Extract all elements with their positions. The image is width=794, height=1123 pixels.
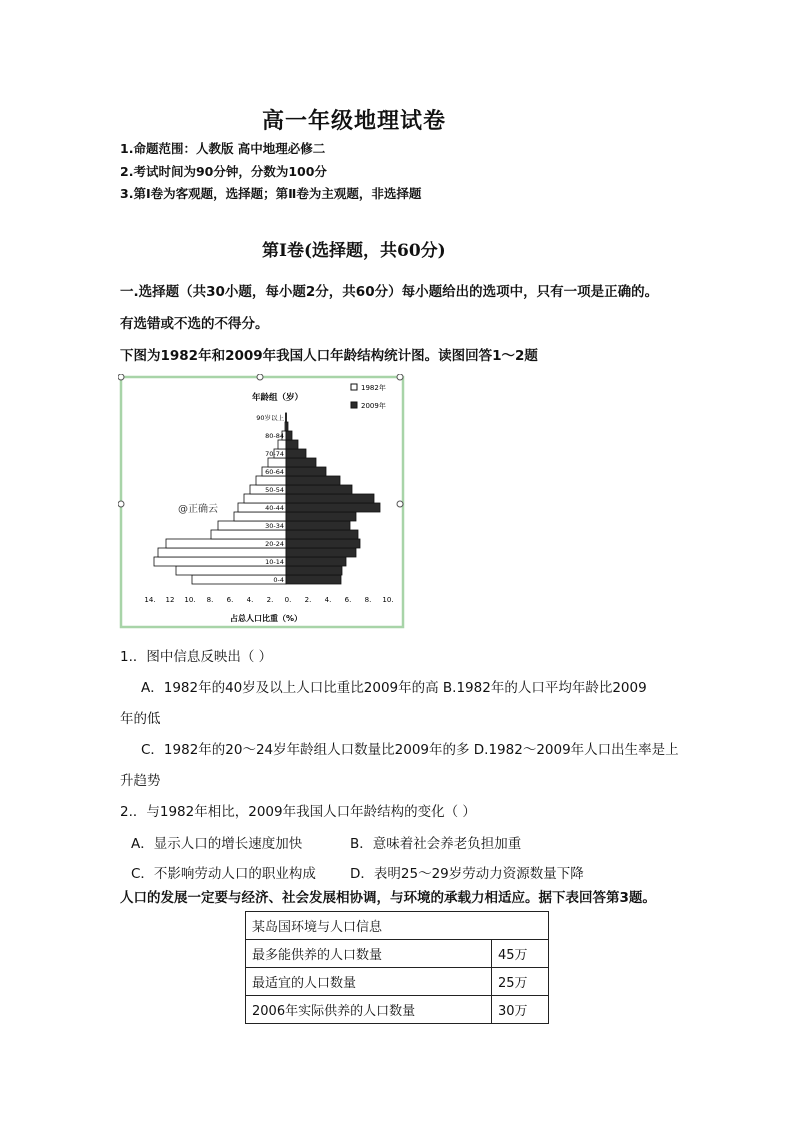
note-2: 2.考试时间为90分钟，分数为100分 xyxy=(120,164,327,179)
age-label-0-4: 0-4 xyxy=(273,576,284,584)
selection-handle xyxy=(118,374,124,380)
bar-2009-70-74 xyxy=(286,449,306,458)
x-tick-left: 4. xyxy=(246,596,254,604)
table-cell-label: 最多能供养的人口数量 xyxy=(246,940,492,968)
x-tick-right: 2. xyxy=(304,596,312,604)
age-label-10-14: 10-14 xyxy=(265,558,284,566)
watermark: @正确云 xyxy=(178,504,218,515)
instructions-line-2: 有选错或不选的不得分。 xyxy=(120,316,269,332)
figure-intro: 下图为1982年和2009年我国人口年龄结构统计图。读图回答1～2题 xyxy=(120,348,538,364)
question-1-line-4: 升趋势 xyxy=(120,773,161,789)
x-tick-left: 12 xyxy=(165,596,175,604)
bar-1982-65-69 xyxy=(268,458,286,467)
bar-2009-20-24 xyxy=(286,539,360,548)
note-1: 1.命题范围：人教版 高中地理必修二 xyxy=(120,141,326,156)
legend-label-2009: 2009年 xyxy=(361,402,386,410)
x-tick-left: 10. xyxy=(184,596,196,604)
question-2-option-a[interactable]: A．显示人口的增长速度加快 xyxy=(131,836,303,852)
table-row xyxy=(246,996,549,1024)
table-row xyxy=(246,940,549,968)
bar-2009-15-19 xyxy=(286,548,356,557)
x-tick-right: 10. xyxy=(382,596,394,604)
x-tick-right: 4. xyxy=(324,596,332,604)
table-intro: 人口的发展一定要与经济、社会发展相协调，与环境的承载力相适应。据下表回答第3题。 xyxy=(120,890,656,906)
x-axis-label: 占总人口比重（%） xyxy=(230,614,303,623)
age-label-30-34: 30-34 xyxy=(265,522,284,530)
section-title: 第Ⅰ卷(选择题，共60分) xyxy=(262,241,446,261)
question-1-line-1: A．1982年的40岁及以上人口比重比2009年的高 B.1982年的人口平均年龄比2009 xyxy=(141,680,647,696)
bar-2009-65-69 xyxy=(286,458,316,467)
bar-2009-75-79 xyxy=(286,440,298,449)
table-cell-value: 25万 xyxy=(492,968,549,996)
x-tick-left: 6. xyxy=(226,596,234,604)
table-cell-label: 最适宜的人口数量 xyxy=(246,968,492,996)
question-2-option-b[interactable]: B．意味着社会养老负担加重 xyxy=(350,836,522,852)
bar-2009-90岁以上 xyxy=(286,413,287,422)
bar-1982-55-59 xyxy=(256,476,286,485)
bar-2009-5-9 xyxy=(286,566,342,575)
age-label-80-84: 80-84 xyxy=(265,432,284,440)
age-label-40-44: 40-44 xyxy=(265,504,284,512)
question-1-stem: 1.．图中信息反映出（ ） xyxy=(120,649,273,665)
age-label-70-74: 70-74 xyxy=(265,450,284,458)
legend-swatch-1982 xyxy=(351,384,357,390)
bar-2009-40-44 xyxy=(286,503,380,512)
x-tick-right: 8. xyxy=(364,596,372,604)
age-label-50-54: 50-54 xyxy=(265,486,284,494)
bar-2009-45-49 xyxy=(286,494,374,503)
selection-handle xyxy=(118,501,124,507)
table-header-row xyxy=(246,912,549,940)
bar-2009-80-84 xyxy=(286,431,292,440)
x-tick-right: 6. xyxy=(344,596,352,604)
selection-handle xyxy=(397,374,403,380)
x-tick-right: 0. xyxy=(284,596,292,604)
chart-title: 年龄组（岁） xyxy=(252,393,304,403)
question-2-stem: 2.．与1982年相比，2009年我国人口年龄结构的变化（ ） xyxy=(120,804,476,820)
table-cell-label: 2006年实际供养的人口数量 xyxy=(246,996,492,1024)
bar-2009-85-89 xyxy=(286,422,288,431)
bar-2009-10-14 xyxy=(286,557,346,566)
bar-2009-55-59 xyxy=(286,476,340,485)
bar-2009-0-4 xyxy=(286,575,341,584)
bar-1982-25-29 xyxy=(211,530,286,539)
x-tick-left: 2. xyxy=(266,596,274,604)
bar-1982-5-9 xyxy=(176,566,286,575)
question-1-line-2: 年的低 xyxy=(120,711,161,727)
question-2-option-c[interactable]: C．不影响劳动人口的职业构成 xyxy=(131,866,316,882)
bar-1982-75-79 xyxy=(278,440,286,449)
selection-handle xyxy=(257,374,263,380)
bar-2009-50-54 xyxy=(286,485,352,494)
bar-1982-0-4 xyxy=(192,575,286,584)
bar-2009-60-64 xyxy=(286,467,326,476)
x-tick-left: 14. xyxy=(144,596,156,604)
bar-1982-15-19 xyxy=(158,548,286,557)
bar-1982-35-39 xyxy=(234,512,286,521)
legend-swatch-2009 xyxy=(351,402,357,408)
bar-2009-30-34 xyxy=(286,521,350,530)
age-label-90岁以上: 90岁以上 xyxy=(256,414,284,422)
table-cell-value: 45万 xyxy=(492,940,549,968)
note-3: 3.第Ⅰ卷为客观题，选择题；第Ⅱ卷为主观题，非选择题 xyxy=(120,186,422,201)
age-label-60-64: 60-64 xyxy=(265,468,284,476)
question-1-line-3: C．1982年的20～24岁年龄组人口数量比2009年的多 D.1982～2009年人口出生率是上 xyxy=(141,742,679,758)
environment-population-table xyxy=(245,911,549,1024)
bar-2009-25-29 xyxy=(286,530,358,539)
table-cell-value: 30万 xyxy=(492,996,549,1024)
selection-handle xyxy=(397,501,403,507)
page-title: 高一年级地理试卷 xyxy=(262,108,447,134)
legend-label-1982: 1982年 xyxy=(361,384,386,392)
bar-1982-45-49 xyxy=(244,494,286,503)
table-row xyxy=(246,968,549,996)
age-label-20-24: 20-24 xyxy=(265,540,284,548)
x-tick-left: 8. xyxy=(206,596,214,604)
question-2-option-d[interactable]: D．表明25～29岁劳动力资源数量下降 xyxy=(350,866,584,882)
instructions-line-1: 一.选择题（共30小题，每小题2分，共60分）每小题给出的选项中，只有一项是正确的。 xyxy=(120,284,659,300)
population-pyramid-chart[interactable] xyxy=(118,374,406,630)
table-header: 某岛国环境与人口信息 xyxy=(246,912,549,940)
bar-2009-35-39 xyxy=(286,512,356,521)
